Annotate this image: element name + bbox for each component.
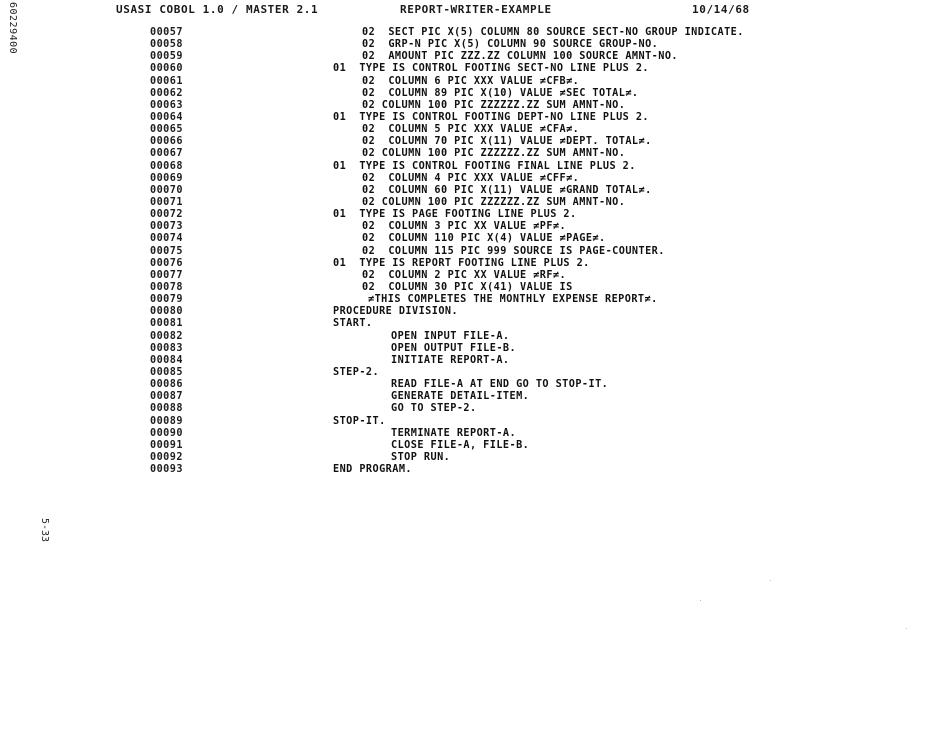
listing-line [0,39,950,51]
scan-speck [770,580,771,581]
line-number: 00072 [150,209,183,221]
line-number: 00092 [150,451,183,463]
page-number-label: 5-33 [39,518,50,543]
line-text: 02 COLUMN 100 PIC ZZZZZZ.ZZ SUM AMNT-NO. [362,148,626,160]
line-number: 00075 [150,245,183,257]
line-number: 00090 [150,427,183,439]
line-text: 02 COLUMN 30 PIC X(41) VALUE IS [362,281,573,293]
line-number: 00067 [150,148,183,160]
line-number: 00062 [150,87,183,99]
line-number: 00088 [150,403,183,415]
listing-line [0,233,950,245]
program-name: REPORT-WRITER-EXAMPLE [400,3,552,16]
line-text: STOP RUN. [391,451,451,463]
line-number: 00089 [150,415,183,427]
line-text: 02 GRP-N PIC X(5) COLUMN 90 SOURCE GROUP-NO. [362,39,659,51]
listing-line [0,100,950,112]
line-text: END PROGRAM. [333,464,413,476]
line-number: 00083 [150,342,183,354]
line-text: CLOSE FILE-A, FILE-B. [391,439,530,451]
listing-line [0,367,950,379]
listing-line [0,464,950,476]
line-number: 00091 [150,439,183,451]
line-number: 00081 [150,318,183,330]
line-text: 02 COLUMN 100 PIC ZZZZZZ.ZZ SUM AMNT-NO. [362,99,626,111]
listing-line [0,197,950,209]
line-text: 02 COLUMN 60 PIC X(11) VALUE ≠GRAND TOTAL≠. [362,184,652,196]
line-text: 02 COLUMN 70 PIC X(11) VALUE ≠DEPT. TOTAL≠. [362,136,652,148]
line-number: 00093 [150,464,183,476]
listing-line [0,221,950,233]
line-number: 00074 [150,233,183,245]
listing-line [0,416,950,428]
scan-speck [700,600,701,601]
line-text: STOP-IT. [333,415,386,427]
line-number: 00065 [150,124,183,136]
line-text: OPEN INPUT FILE-A. [391,330,510,342]
line-number: 00077 [150,269,183,281]
line-text: 02 COLUMN 110 PIC X(4) VALUE ≠PAGE≠. [362,233,606,245]
line-text: 02 SECT PIC X(5) COLUMN 80 SOURCE SECT-NO GROUP INDICATE. [362,27,744,38]
line-number: 00064 [150,111,183,123]
line-text: 01 TYPE IS CONTROL FOOTING FINAL LINE PLUS 2. [333,160,636,172]
line-text: ≠THIS COMPLETES THE MONTHLY EXPENSE REPORT≠. [368,294,658,306]
listing-date: 10/14/68 [692,3,750,16]
line-number: 00061 [150,75,183,87]
line-text: STEP-2. [333,366,380,378]
line-number: 00073 [150,221,183,233]
line-number: 00071 [150,196,183,208]
line-number: 00063 [150,99,183,111]
line-text: 02 AMOUNT PIC ZZZ.ZZ COLUMN 100 SOURCE AMNT-NO. [362,51,679,63]
listing-line [0,136,950,148]
line-text: GENERATE DETAIL-ITEM. [391,391,530,403]
line-text: 01 TYPE IS REPORT FOOTING LINE PLUS 2. [333,257,590,269]
line-text: 01 TYPE IS PAGE FOOTING LINE PLUS 2. [333,209,577,221]
line-text: OPEN OUTPUT FILE-B. [391,342,517,354]
line-number: 00082 [150,330,183,342]
line-text: PROCEDURE DIVISION. [333,306,459,318]
line-number: 00087 [150,391,183,403]
listing-line [0,403,950,415]
line-number: 00066 [150,136,183,148]
line-number: 00080 [150,306,183,318]
listing-line [0,148,950,160]
line-number: 00086 [150,379,183,391]
line-text: 02 COLUMN 89 PIC X(10) VALUE ≠SEC TOTAL≠. [362,87,639,99]
listing-header [0,3,950,19]
listing-line [0,270,950,282]
listing-line [0,173,950,185]
listing-line [0,185,950,197]
line-number: 00085 [150,366,183,378]
line-text: 02 COLUMN 6 PIC XXX VALUE ≠CFB≠. [362,75,580,87]
line-number: 00069 [150,172,183,184]
listing-line [0,318,950,330]
listing-line [0,294,950,306]
listing-line [0,258,950,270]
line-text: 02 COLUMN 2 PIC XX VALUE ≠RF≠. [362,269,567,281]
listing-line [0,379,950,391]
line-number: 00076 [150,257,183,269]
document-id-label: 60229400 [7,2,18,55]
line-text: START. [333,318,373,330]
line-text: TERMINATE REPORT-A. [391,427,517,439]
listing-line [0,355,950,367]
line-number: 00058 [150,39,183,51]
scan-speck [906,628,907,629]
listing-line [0,343,950,355]
line-number: 00059 [150,51,183,63]
line-number: 00070 [150,184,183,196]
line-text: 01 TYPE IS CONTROL FOOTING DEPT-NO LINE PLUS 2. [333,111,650,123]
listing-line [0,63,950,75]
source-listing [0,27,950,476]
line-number: 00060 [150,63,183,75]
line-number: 00079 [150,294,183,306]
listing-line [0,306,950,318]
line-text: INITIATE REPORT-A. [391,354,510,366]
listing-line [0,76,950,88]
listing-line [0,391,950,403]
line-text: GO TO STEP-2. [391,403,477,415]
line-number: 00057 [150,27,183,38]
line-number: 00068 [150,160,183,172]
line-text: READ FILE-A AT END GO TO STOP-IT. [391,379,609,391]
listing-line [0,209,950,221]
listing-line [0,27,950,39]
listing-line [0,88,950,100]
listing-line [0,161,950,173]
line-number: 00084 [150,354,183,366]
line-number: 00078 [150,281,183,293]
listing-line [0,112,950,124]
line-text: 02 COLUMN 4 PIC XXX VALUE ≠CFF≠. [362,172,580,184]
line-text: 02 COLUMN 5 PIC XXX VALUE ≠CFA≠. [362,124,580,136]
listing-line [0,246,950,258]
listing-line [0,51,950,63]
line-text: 01 TYPE IS CONTROL FOOTING SECT-NO LINE PLUS 2. [333,63,650,75]
listing-line [0,452,950,464]
line-text: 02 COLUMN 100 PIC ZZZZZZ.ZZ SUM AMNT-NO. [362,196,626,208]
compiler-title: USASI COBOL 1.0 / MASTER 2.1 [116,3,319,16]
line-text: 02 COLUMN 3 PIC XX VALUE ≠PF≠. [362,221,567,233]
listing-line [0,124,950,136]
listing-line [0,428,950,440]
listing-line [0,331,950,343]
line-text: 02 COLUMN 115 PIC 999 SOURCE IS PAGE-COUNTER. [362,245,665,257]
listing-line [0,282,950,294]
listing-line [0,440,950,452]
